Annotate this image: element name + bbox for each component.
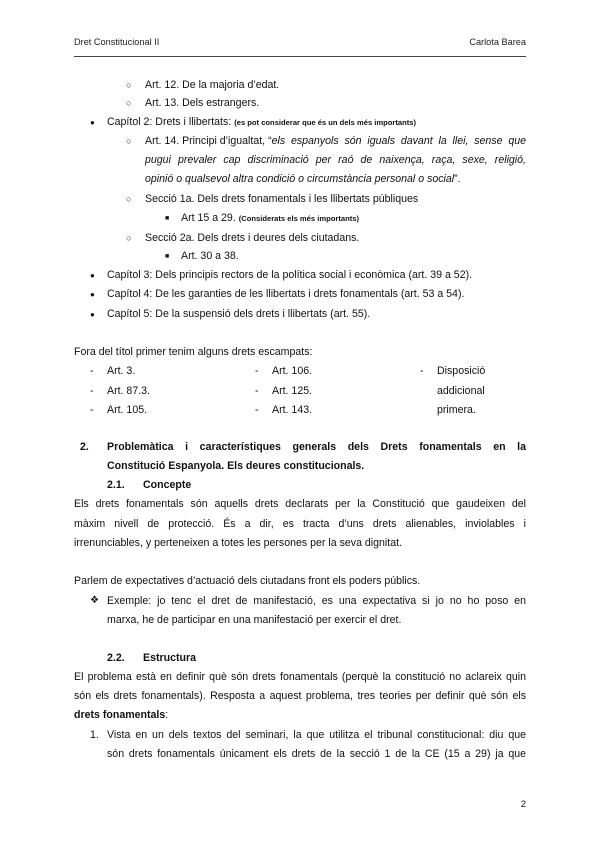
section2-title-2: Constitució Espanyola. Els deures constitucionals. [107,460,365,472]
dash: - [90,385,94,397]
square-bullet-icon: ■ [165,215,170,222]
art14-line3 [145,173,461,185]
dash: - [90,365,94,377]
p3-line1: El problema està en definir què són drets fonamentals (perquè la constitució no aclareix quin [74,671,526,683]
p3-line3 [74,709,168,721]
header-rule [74,56,526,57]
dash: - [255,365,259,377]
filled-bullet-icon: ● [90,118,95,127]
seccio2a-item: Secció 2a. Dels drets i deures dels ciutadans. [145,232,360,244]
art14-quote-1: els espanyols són iguals davant la llei, sense que [271,135,526,147]
list-item1-line2: són drets fonamentals únicament els drets de la secció 1 de la CE (15 a 29) ja que [107,748,526,760]
p3-bold-term: drets fonamentals [74,709,166,721]
capitol4-item: Capítol 4: De les garanties de les llibertats i drets fonamentals (art. 53 a 54). [107,288,465,300]
header-left: Dret Constitucional II [74,37,160,47]
filled-bullet-icon: ● [90,310,95,319]
open-bullet-icon: ○ [126,233,132,243]
seccio1a-item: Secció 1a. Dels drets fonamentals i les llibertats públiques [145,193,419,205]
fora-col1-item: Art. 87.3. [107,385,150,397]
art14-prefix: Art. 14. Principi d’igualtat, “ [145,135,272,147]
header-right: Carlota Barea [469,37,526,47]
p2: Parlem de expectatives d’actuació dels ciutadans front els poders públics. [74,575,421,587]
dash: - [255,404,259,416]
square-bullet-icon: ■ [165,253,170,260]
sub2-number: 2.2. [107,652,125,664]
open-bullet-icon: ○ [126,136,132,146]
diamond-bullet-icon: ❖ [90,595,99,606]
dash: - [90,404,94,416]
capitol5-item: Capítol 5: De la suspensió dels drets i llibertats (art. 55). [107,308,371,320]
capitol2-note: (es pot considerar que és un dels més importants) [234,118,417,127]
example-line1: Exemple: jo tenc el dret de manifestació, es una expectativa si jo no ho poso en [107,595,526,607]
fora-col3-line: Disposició [437,365,486,377]
capitol2-label: Capítol 2: Drets i llibertats: [107,116,232,128]
dash: - [255,385,259,397]
fora-col3-line: addicional [437,385,485,397]
art14-line1 [145,135,526,147]
p1-line3: irrenunciables, y perteneixen a totes les persones per la seva dignitat. [74,537,403,549]
p3-end: : [165,709,169,721]
art14-quote-3: opinió o qualsevol altra condició o circumstància personal o social [145,173,455,185]
fora-intro: Fora del títol primer tenim alguns drets escampats: [74,346,313,358]
art15-29-item [181,212,359,224]
filled-bullet-icon: ● [90,271,95,280]
art14-end: ”. [454,173,461,185]
example-line2: marxa, he de participar en una manifestació per exercir el dret. [107,614,402,626]
page-number: 2 [520,799,526,810]
fora-col1-item: Art. 105. [107,404,148,416]
art15-29-note: (Considerats els més importants) [238,214,359,223]
fora-col2-item: Art. 143. [272,404,313,416]
p1-line2: màxim nivell de protecció. És a dir, es tracta d’uns drets alienables, inviolables i [74,518,526,530]
p1-line1: Els drets fonamentals són aquells drets declarats per la Constitució que gaudeixen del [74,498,526,510]
list-item1-line1: Vista en un dels textos del seminari, la que utilitza el tribunal constitucional: diu que [107,729,526,741]
art12-item: Art. 12. De la majoria d’edat. [145,79,280,91]
fora-col3-line: primera. [437,404,476,416]
sub2-title: Estructura [143,652,196,664]
sub1-title: Concepte [143,479,192,491]
art14-quote-2: pugui prevaler cap discriminació per raó de naixença, raça, sexe, religió, [145,154,526,166]
filled-bullet-icon: ● [90,290,95,299]
open-bullet-icon: ○ [126,80,132,90]
open-bullet-icon: ○ [126,98,132,108]
art30-38-item: Art. 30 a 38. [181,250,239,262]
fora-col1-item: Art. 3. [107,365,136,377]
section2-title-1: Problemàtica i característiques generals dels Drets fonamentals en la [107,441,526,453]
fora-col2-item: Art. 106. [272,365,313,377]
open-bullet-icon: ○ [126,194,132,204]
capitol2-item [107,116,416,128]
p3-line2: són els drets fonamentals). Resposta a aquest problema, tres teories per definir què són els [74,690,526,702]
capitol3-item: Capítol 3: Dels principis rectors de la política social i econòmica (art. 39 a 52). [107,269,473,281]
list-number: 1. [90,729,99,741]
section2-number: 2. [80,441,89,453]
sub1-number: 2.1. [107,479,125,491]
dash: - [420,365,424,377]
art13-item: Art. 13. Dels estrangers. [145,97,260,109]
fora-col2-item: Art. 125. [272,385,313,397]
art15-29-label: Art 15 a 29. [181,212,236,224]
